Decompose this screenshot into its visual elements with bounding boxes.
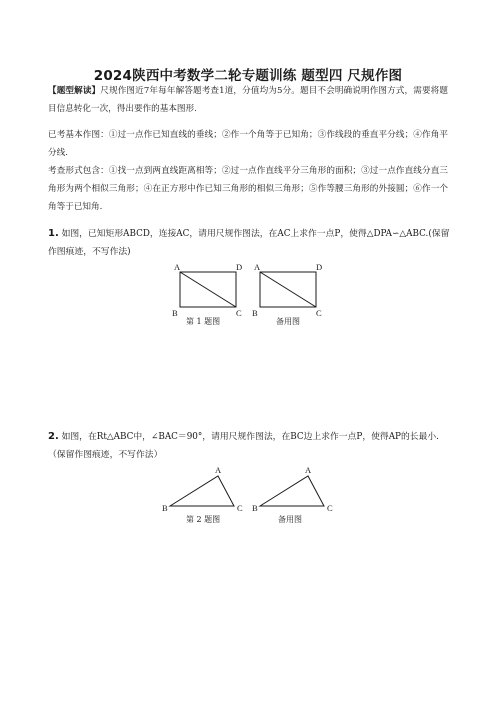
question-2 [48,428,452,464]
question-1 [48,225,452,261]
spare-point-a-label: A [305,465,312,475]
spare-triangle-abc [260,476,324,506]
point-c-label: C [237,503,243,513]
spare-point-b-label: B [252,503,258,513]
triangle-abc [170,476,234,506]
intro-tag: 【题型解读】 [48,86,101,96]
question-1-spare-caption: 备用图 [276,317,300,326]
spare-point-b-label: B [252,308,258,318]
spare-point-a-label: A [254,262,261,272]
spare-point-d-label: D [316,262,323,272]
point-a-label: A [174,262,181,272]
point-b-label: B [162,503,168,513]
question-2-spare-caption: 备用图 [278,515,302,524]
point-c-label: C [236,308,242,318]
question-2-figure [160,466,250,516]
question-1-caption: 第 1 题图 [186,317,221,326]
question-2-spare-figure [250,466,340,516]
page-title: 2024陕西中考数学二轮专题训练 题型四 尺规作图 [93,68,403,84]
spare-diagonal-ac [260,272,316,307]
question-2-caption: 第 2 题图 [186,515,221,524]
question-1-figure [170,262,250,322]
point-a-label: A [215,465,222,475]
question-2-number: 2. [48,431,59,442]
question-2-text: 如图，在Rt△ABC中，∠BAC＝90°，请用尺规作图法，在BC边上求作一点P，使得AP的长最小.（保留作图痕迹，不写作法） [48,432,439,460]
point-b-label: B [172,308,178,318]
spare-point-c-label: C [316,308,322,318]
basic-constructions: 已考基本作图：①过一点作已知直线的垂线；②作一个角等于已知角；③作线段的垂直平分线；④作角平分线. [48,130,448,158]
intro-text: 尺规作图近7年每年解答题考查1道，分值均为5分。题目不会明确说明作图方式，需要将题目信息转化一次，得出要作的基本图形. [48,86,448,114]
question-1-spare-figure [250,262,330,322]
diagonal-ac [180,272,236,307]
spare-point-c-label: C [327,503,333,513]
intro-paragraph [48,82,448,118]
point-d-label: D [236,262,243,272]
exam-forms: 考查形式包含：①找一点到两直线距离相等；②过一点作直线平分三角形的面积；③过一点作直线分直三角形为两个相似三角形；④在正方形中作已知三角形的相似三角形；⑤作等腰三角形的外接圆；⑥作一个角等于已知角. [48,166,448,212]
question-1-text: 如图，已知矩形ABCD，连接AC，请用尺规作图法，在AC上求作一点P，使得△DPA∽△ABC.(保留作图痕迹，不写作法) [48,229,450,257]
question-1-number: 1. [48,228,59,239]
